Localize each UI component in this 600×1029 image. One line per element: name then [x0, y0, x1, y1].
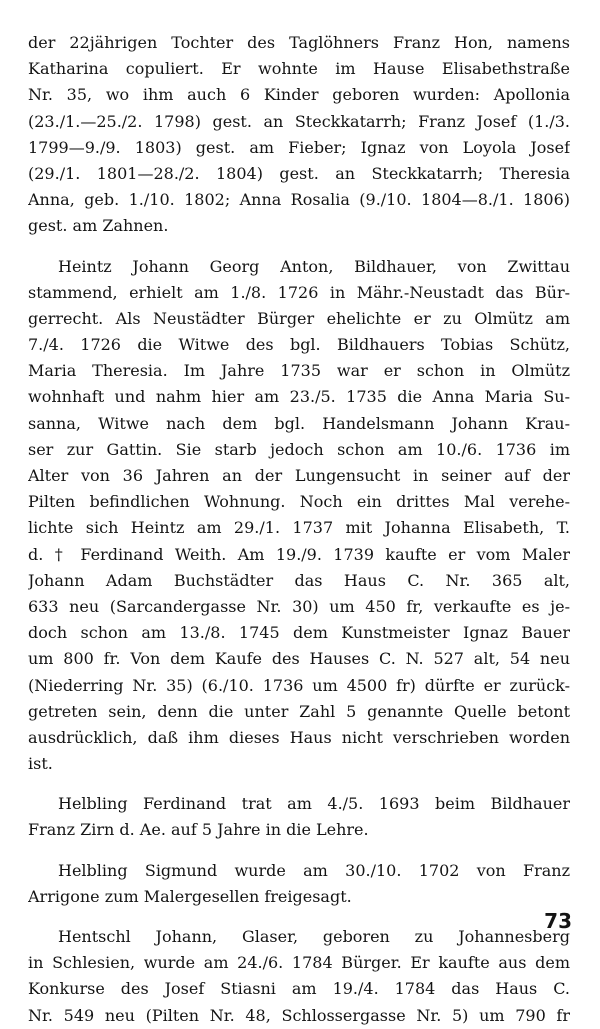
text-line: (29./1. 1801—28./2. 1804) gest. an Steckkatarrh; Theresia	[28, 163, 570, 183]
entry-heading-line: Heintz Johann Georg Anton, Bildhauer, von Zwittau	[58, 256, 570, 276]
page-number: 73	[544, 909, 572, 933]
text-line: 1799—9./9. 1803) gest. am Fieber; Ignaz von Loyola Josef	[28, 137, 570, 157]
text-line: gest. am Zahnen.	[28, 216, 169, 236]
text-line: ist.	[28, 754, 53, 774]
text-line: stammend, erhielt am 1./8. 1726 in Mähr.-Neustadt das Bür-	[28, 282, 570, 302]
text-line: (23./1.—25./2. 1798) gest. an Steckkatarrh; Franz Josef (1./3.	[28, 111, 570, 131]
entry-heading-line: Hentschl Johann, Glaser, geboren zu Johannesberg	[58, 927, 570, 946]
paragraph-hon-family	[28, 30, 570, 240]
text-line: lichte sich Heintz am 29./1. 1737 mit Johanna Elisabeth, T.	[28, 518, 570, 538]
text-line: d. † Ferdinand Weith. Am 19./9. 1739 kaufte er vom Maler	[28, 544, 570, 564]
text-line: Maria Theresia. Im Jahre 1735 war er schon in Olmütz	[28, 361, 570, 381]
text-line: Pilten befindlichen Wohnung. Noch ein drittes Mal verehe-	[28, 492, 570, 512]
text-line: Anna, geb. 1./10. 1802; Anna Rosalia (9./10. 1804—8./1. 1806)	[28, 190, 570, 210]
text-line: (Niederring Nr. 35) (6./10. 1736 um 4500 fr) dürfte er zurück-	[28, 675, 570, 695]
entry-heading-line: Helbling Ferdinand trat am 4./5. 1693 beim Bildhauer	[58, 794, 570, 814]
text-line: getreten sein, denn die unter Zahl 5 genannte Quelle betont	[28, 701, 570, 721]
text-line: Konkurse des Josef Stiasni am 19./4. 1784 das Haus C.	[28, 979, 570, 999]
text-line: in Schlesien, wurde am 24./6. 1784 Bürger. Er kaufte aus dem	[28, 953, 570, 973]
entry-heintz	[28, 254, 570, 778]
text-line: um 800 fr. Von dem Kaufe des Hauses C. N. 527 alt, 54 neu	[28, 649, 570, 669]
text-line: sanna, Witwe nach dem bgl. Handelsmann Johann Krau-	[28, 413, 570, 433]
text-line: Johann Adam Buchstädter das Haus C. Nr. 365 alt,	[28, 570, 570, 590]
text-line: Franz Zirn d. Ae. auf 5 Jahre in die Lehre.	[28, 820, 369, 840]
document-page	[28, 30, 570, 1029]
text-line: ausdrücklich, daß ihm dieses Haus nicht verschrieben worden	[28, 727, 570, 747]
text-line: 7./4. 1726 die Witwe des bgl. Bildhauers Tobias Schütz,	[28, 335, 570, 355]
text-line: Arrigone zum Malergesellen freigesagt.	[28, 886, 352, 906]
text-line: 633 neu (Sarcandergasse Nr. 30) um 450 fr, verkaufte es je-	[28, 596, 570, 616]
text-line: Nr. 549 neu (Pilten Nr. 48, Schlossergasse Nr. 5) um 790 fr	[28, 1005, 570, 1025]
text-line: ser zur Gattin. Sie starb jedoch schon am 10./6. 1736 im	[28, 439, 570, 459]
text-line: Katharina copuliert. Er wohnte im Hause Elisabethstraße	[28, 59, 570, 79]
entry-heading-line: Helbling Sigmund wurde am 30./10. 1702 von Franz	[58, 860, 570, 880]
text-line: Nr. 35, wo ihm auch 6 Kinder geboren wurden: Apollonia	[28, 85, 570, 105]
text-line: doch schon am 13./8. 1745 dem Kunstmeister Ignaz Bauer	[28, 623, 570, 643]
entry-helbling-ferdinand	[28, 791, 570, 843]
text-line: gerrecht. Als Neustädter Bürger ehelichte er zu Olmütz am	[28, 308, 570, 328]
text-line: Alter von 36 Jahren an der Lungensucht in seiner auf der	[28, 466, 570, 485]
text-line: wohnhaft und nahm hier am 23./5. 1735 die Anna Maria Su-	[28, 387, 570, 407]
entry-hentschl	[28, 924, 570, 1029]
text-line: der 22jährigen Tochter des Taglöhners Franz Hon, namens	[28, 33, 570, 52]
entry-helbling-sigmund	[28, 858, 570, 910]
